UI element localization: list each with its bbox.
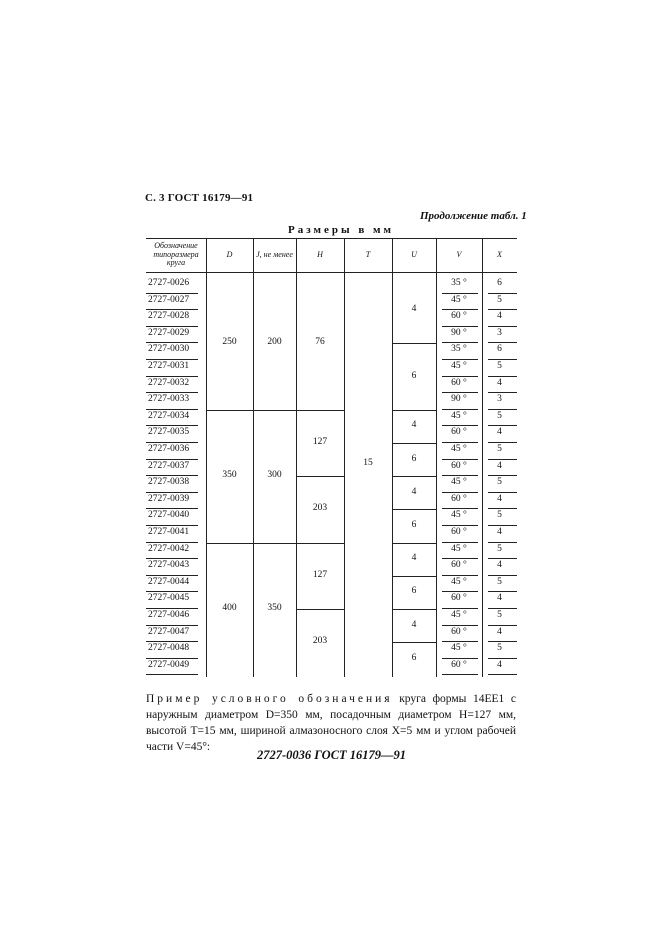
v-underline (442, 359, 478, 360)
row-underline (146, 674, 198, 675)
cell-x: 5 (497, 510, 502, 521)
row-designation: 2727-0027 (148, 294, 190, 305)
row-designation: 2727-0041 (148, 527, 190, 537)
row-designation: 2727-0043 (148, 560, 190, 571)
x-underline (488, 392, 517, 393)
cell-v: 45 ° (451, 410, 467, 421)
v-underline (442, 492, 478, 493)
v-underline (442, 409, 478, 410)
cell-h: 203 (312, 636, 328, 647)
v-underline (442, 625, 478, 626)
cell-x: 3 (497, 327, 502, 338)
column-header-u: U (411, 249, 417, 259)
page-header: С. 3 ГОСТ 16179—91 (145, 192, 254, 204)
x-underline (488, 342, 517, 343)
column-header-j: J, не менее (256, 249, 293, 259)
x-underline (488, 558, 517, 559)
cell-h-rule (296, 609, 344, 610)
row-underline (146, 591, 198, 592)
row-underline (146, 359, 198, 360)
cell-x: 4 (497, 427, 502, 438)
x-underline (488, 326, 517, 327)
cell-v: 45 ° (451, 510, 467, 521)
cell-v: 90 ° (451, 327, 467, 338)
cell-v: 60 ° (451, 659, 467, 670)
cell-j-rule (253, 410, 296, 411)
column-header-v: V (456, 249, 462, 259)
cell-u-rule (392, 443, 436, 444)
row-underline (146, 425, 198, 426)
column-header-t: T (365, 249, 371, 259)
row-designation: 2727-0033 (148, 394, 190, 405)
cell-x: 5 (497, 576, 502, 587)
cell-u-rule (392, 476, 436, 477)
cell-u-rule (392, 609, 436, 610)
cell-t: 15 (363, 458, 373, 469)
cell-j: 200 (267, 337, 282, 348)
v-underline (442, 674, 478, 675)
row-underline (146, 409, 198, 410)
cell-h: 127 (312, 437, 328, 447)
cell-x: 4 (497, 659, 502, 670)
example-body: круга формы 14ЕЕ1 с наружным диаметром D=350 мм, посадочным диаметром H=127 мм, высотой T=15 мм, шириной алмазоносного слоя X=5 мм и углом рабочей части V=45°: (146, 693, 516, 753)
x-underline (488, 625, 517, 626)
cell-u: 4 (411, 420, 417, 431)
cell-v: 60 ° (451, 377, 467, 388)
cell-u-rule (392, 576, 436, 577)
v-underline (442, 326, 478, 327)
row-underline (146, 475, 198, 476)
cell-u-rule (392, 509, 436, 510)
row-underline (146, 459, 198, 460)
row-underline (146, 326, 198, 327)
cell-x: 4 (497, 377, 502, 388)
cell-u: 6 (411, 453, 417, 464)
cell-x: 4 (497, 527, 502, 537)
cell-v: 60 ° (451, 593, 467, 604)
x-underline (488, 442, 517, 443)
row-designation: 2727-0030 (148, 344, 190, 355)
cell-v: 45 ° (451, 610, 467, 620)
row-underline (146, 492, 198, 493)
cell-u: 4 (411, 553, 417, 564)
row-underline (146, 525, 198, 526)
x-underline (488, 575, 517, 576)
cell-v: 45 ° (451, 444, 467, 454)
cell-h: 76 (315, 337, 325, 348)
units-caption: Размеры в мм (288, 224, 394, 236)
row-underline (146, 376, 198, 377)
v-underline (442, 459, 478, 460)
cell-v: 90 ° (451, 394, 467, 405)
row-designation: 2727-0029 (148, 327, 190, 338)
cell-v: 60 ° (451, 311, 467, 322)
x-underline (488, 591, 517, 592)
x-underline (488, 542, 517, 543)
cell-u-rule (392, 343, 436, 344)
cell-x: 6 (497, 278, 502, 288)
row-underline (146, 575, 198, 576)
cell-j: 350 (267, 603, 282, 613)
row-designation: 2727-0037 (148, 460, 190, 471)
cell-x: 4 (497, 560, 502, 571)
row-designation: 2727-0031 (148, 361, 190, 371)
x-underline (488, 674, 517, 675)
x-underline (488, 309, 517, 310)
cell-h-rule (296, 410, 344, 411)
cell-v: 45 ° (451, 294, 467, 305)
row-designation: 2727-0028 (148, 311, 190, 322)
row-underline (146, 293, 198, 294)
row-designation: 2727-0042 (148, 543, 190, 554)
cell-v: 45 ° (451, 543, 467, 554)
cell-u: 6 (411, 520, 417, 530)
row-underline (146, 641, 198, 642)
cell-x: 4 (497, 311, 502, 322)
row-underline (146, 558, 198, 559)
example-designation: 2727-0036 ГОСТ 16179—91 (257, 748, 407, 762)
cell-x: 4 (497, 626, 502, 637)
row-designation: 2727-0047 (148, 626, 190, 637)
cell-v: 60 ° (451, 626, 467, 637)
cell-v: 60 ° (451, 527, 467, 537)
row-designation: 2727-0049 (148, 659, 190, 670)
row-designation: 2727-0046 (148, 610, 190, 620)
row-underline (146, 625, 198, 626)
row-underline (146, 608, 198, 609)
v-underline (442, 442, 478, 443)
cell-v: 60 ° (451, 460, 467, 471)
cell-v: 45 ° (451, 477, 467, 488)
v-underline (442, 542, 478, 543)
cell-u: 6 (411, 652, 417, 663)
example-lead: Пример условного обозначения (146, 693, 393, 705)
row-designation: 2727-0034 (148, 410, 190, 421)
row-designation: 2727-0026 (148, 278, 190, 288)
row-designation: 2727-0044 (148, 576, 190, 587)
column-rule (296, 238, 297, 677)
cell-v: 45 ° (451, 643, 467, 654)
x-underline (488, 508, 517, 509)
cell-u: 4 (411, 619, 417, 630)
v-underline (442, 525, 478, 526)
v-underline (442, 608, 478, 609)
row-designation: 2727-0048 (148, 643, 190, 654)
x-underline (488, 658, 517, 659)
column-header-x: X (497, 249, 502, 259)
v-underline (442, 575, 478, 576)
cell-h: 203 (312, 503, 328, 514)
cell-u: 4 (411, 486, 417, 497)
x-underline (488, 409, 517, 410)
cell-u: 6 (411, 586, 417, 597)
cell-u: 6 (411, 370, 417, 381)
row-underline (146, 392, 198, 393)
row-designation: 2727-0038 (148, 477, 190, 488)
cell-x: 3 (497, 394, 502, 405)
cell-v: 45 ° (451, 576, 467, 587)
cell-x: 5 (497, 610, 502, 620)
cell-h-rule (296, 543, 344, 544)
cell-x: 4 (497, 460, 502, 471)
dimensions-table (146, 238, 517, 684)
row-underline (146, 508, 198, 509)
x-underline (488, 641, 517, 642)
row-designation: 2727-0035 (148, 427, 190, 438)
row-designation: 2727-0032 (148, 377, 190, 388)
row-underline (146, 309, 198, 310)
row-designation: 2727-0045 (148, 593, 190, 604)
column-header-d: D (226, 249, 233, 259)
cell-x: 5 (497, 444, 502, 454)
x-underline (488, 293, 517, 294)
column-header-code: Обозначение типоразмера круга (153, 241, 199, 268)
cell-d-rule (206, 543, 253, 544)
x-underline (488, 376, 517, 377)
cell-v: 60 ° (451, 427, 467, 438)
x-underline (488, 608, 517, 609)
cell-d: 250 (222, 337, 237, 348)
v-underline (442, 658, 478, 659)
cell-u-rule (392, 543, 436, 544)
x-underline (488, 475, 517, 476)
cell-v: 45 ° (451, 361, 467, 371)
cell-u-rule (392, 410, 436, 411)
row-underline (146, 658, 198, 659)
row-underline (146, 542, 198, 543)
table-continuation-label: Продолжение табл. 1 (420, 210, 527, 222)
cell-x: 5 (497, 410, 502, 421)
cell-x: 4 (497, 493, 502, 504)
cell-v: 60 ° (451, 560, 467, 571)
x-underline (488, 525, 517, 526)
cell-u: 4 (411, 304, 417, 315)
cell-x: 5 (497, 361, 502, 371)
row-underline (146, 342, 198, 343)
cell-x: 5 (497, 294, 502, 305)
cell-x: 5 (497, 643, 502, 654)
cell-j-rule (253, 543, 296, 544)
cell-h: 127 (312, 569, 328, 580)
cell-v: 35 ° (451, 344, 467, 355)
v-underline (442, 376, 478, 377)
cell-x: 6 (497, 344, 502, 355)
column-header-h: H (317, 249, 323, 259)
cell-u-rule (392, 642, 436, 643)
cell-x: 5 (497, 477, 502, 488)
cell-j: 300 (267, 470, 282, 481)
x-underline (488, 425, 517, 426)
cell-v: 60 ° (451, 493, 467, 504)
row-underline (146, 442, 198, 443)
v-underline (442, 293, 478, 294)
x-underline (488, 492, 517, 493)
cell-x: 4 (497, 593, 502, 604)
cell-d: 400 (222, 603, 237, 613)
example-paragraph (146, 691, 516, 755)
cell-v: 35 ° (451, 278, 467, 288)
cell-d: 350 (222, 470, 237, 481)
cell-h-rule (296, 476, 344, 477)
x-underline (488, 359, 517, 360)
x-underline (488, 459, 517, 460)
cell-x: 5 (497, 543, 502, 554)
row-designation: 2727-0039 (148, 493, 190, 504)
cell-d-rule (206, 410, 253, 411)
row-designation: 2727-0040 (148, 510, 190, 521)
row-designation: 2727-0036 (148, 444, 190, 454)
table-header-rule (146, 272, 517, 273)
